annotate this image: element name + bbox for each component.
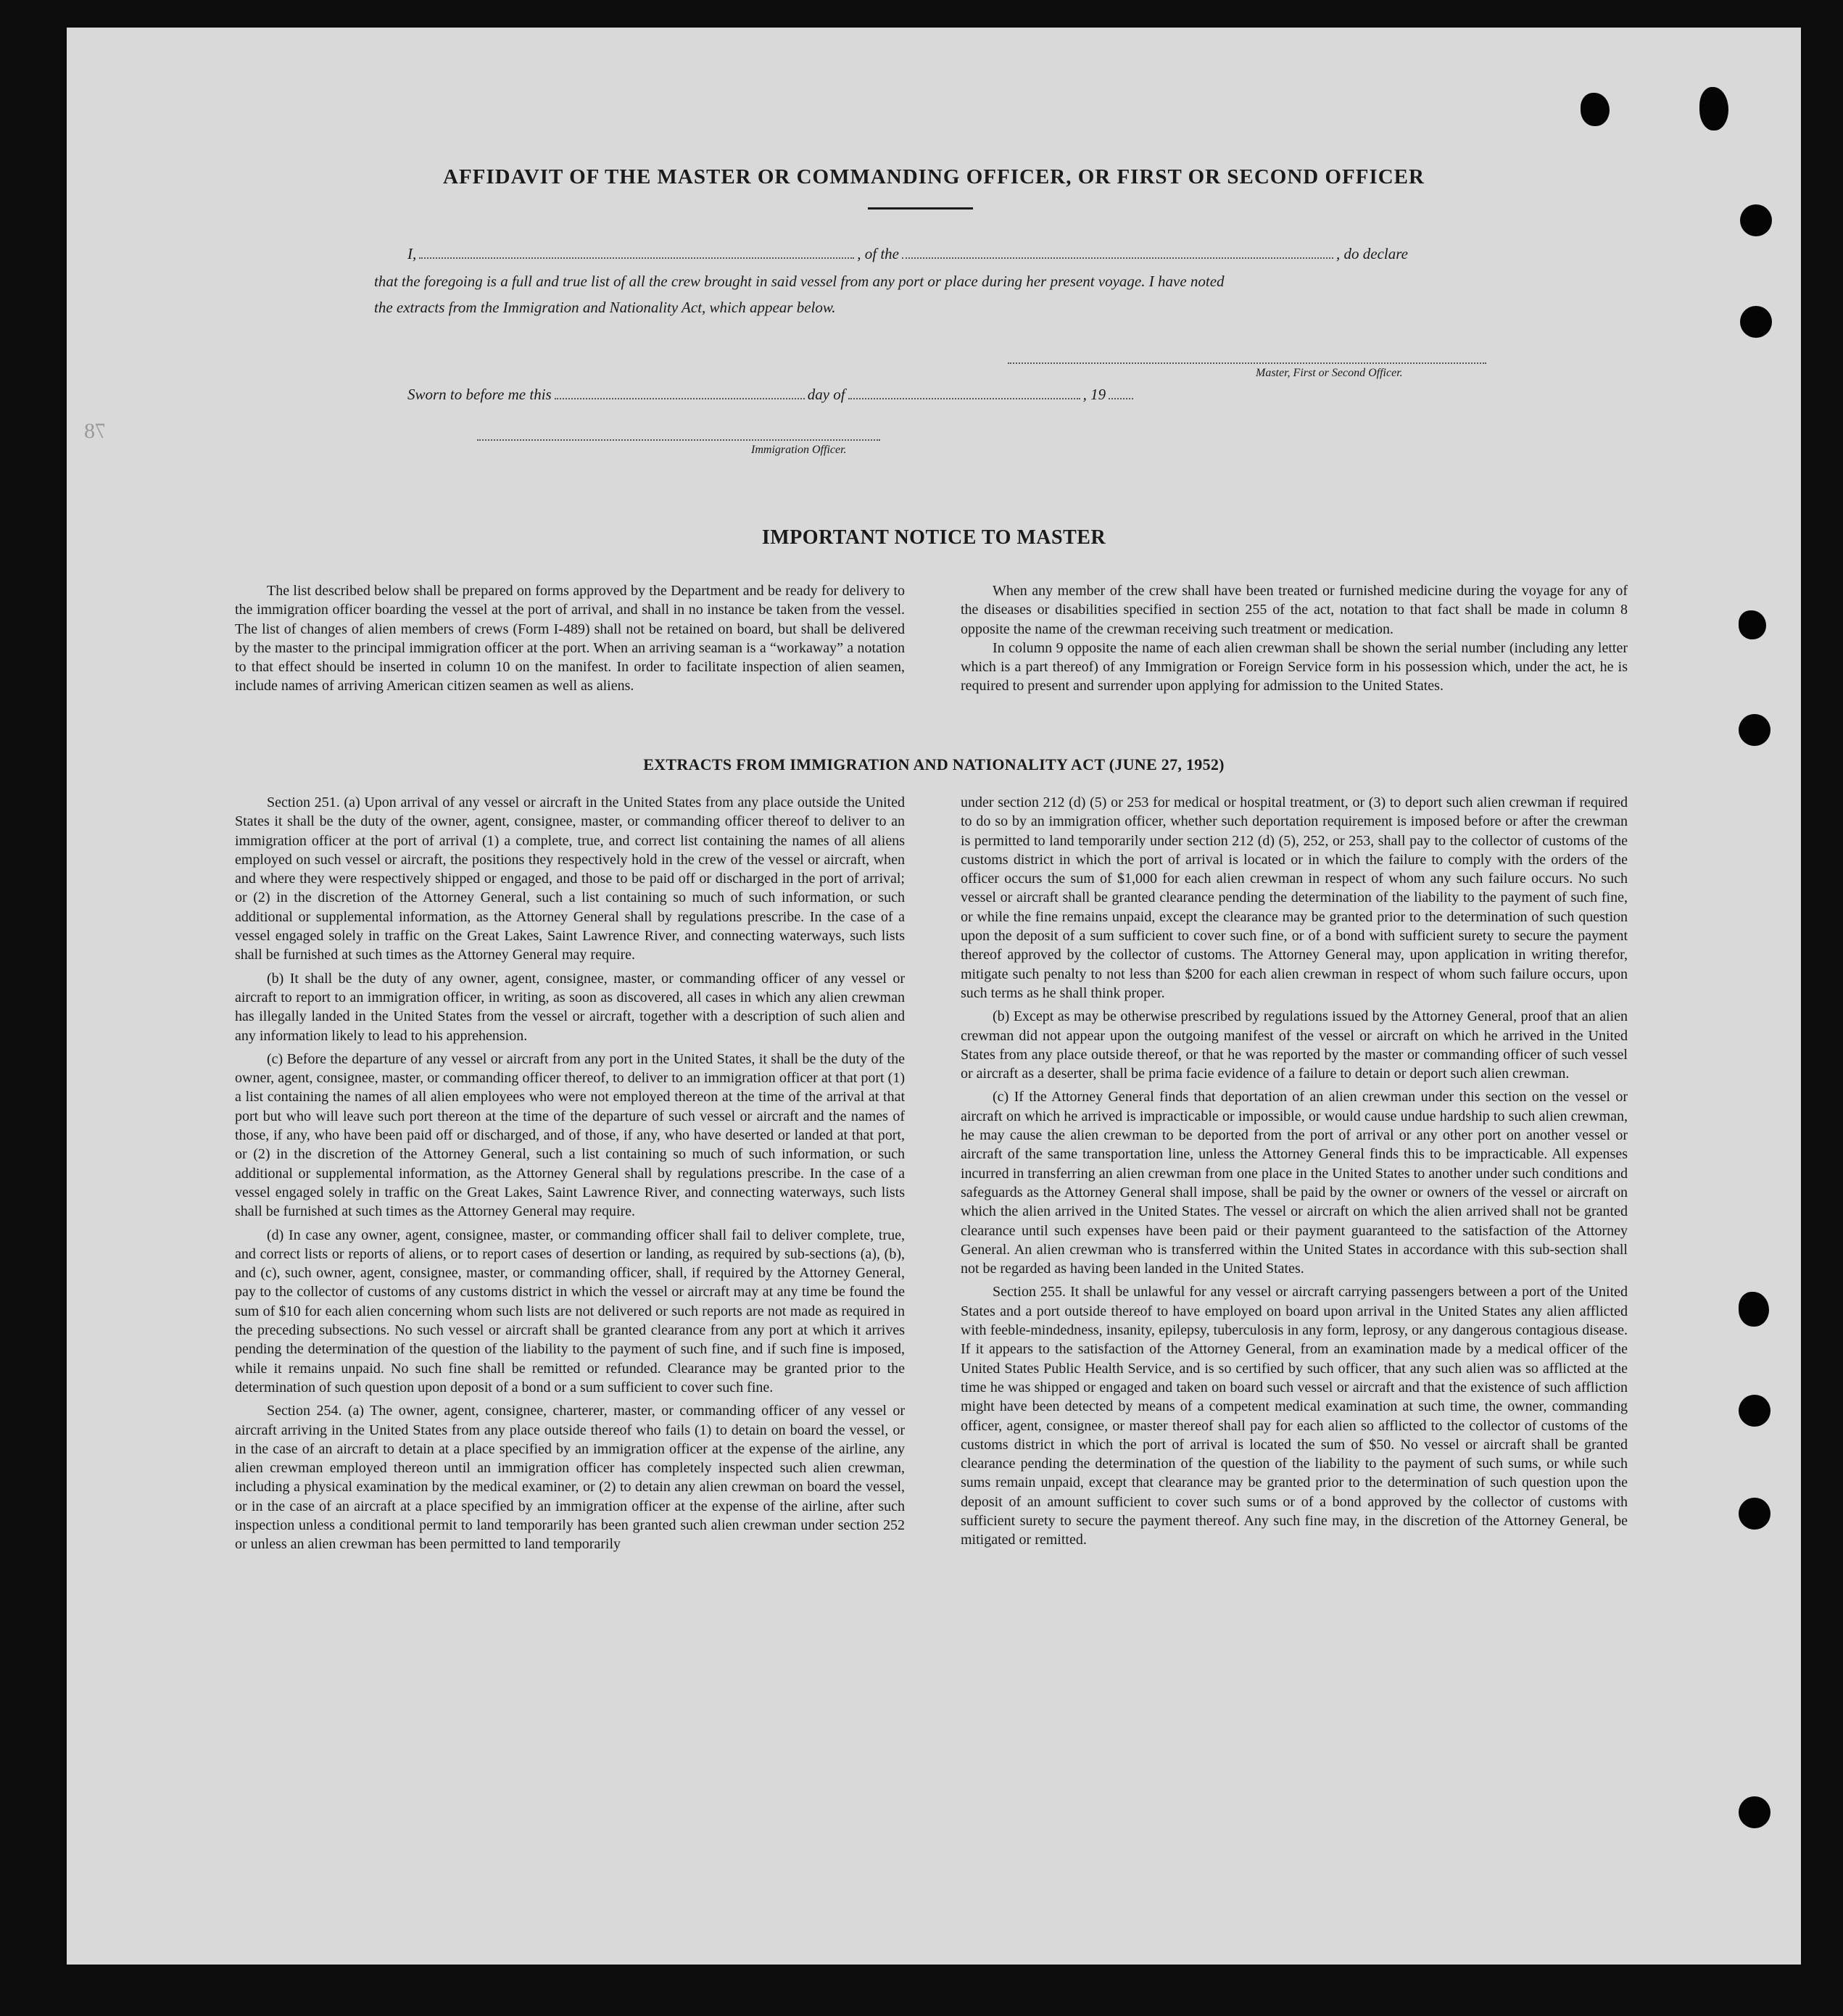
declaration-line-2: that the foregoing is a full and true list of all the crew brought in said vessel from any port or place during her present voyage. I have noted [374, 273, 1225, 290]
punch-hole [1740, 306, 1772, 338]
month-blank[interactable] [848, 397, 1080, 399]
notice-paragraph: When any member of the crew shall have been treated or furnished medicine during the voyage for any of the diseases or disabilities specified in section 255 of the act, notation to that fact shall be made in column 8 opposite the name of the crewman receiving such treatment or medication. [961, 583, 1628, 637]
do-declare-label: , do declare [1336, 245, 1408, 262]
section-paragraph: under section 212 (d) (5) or 253 for medical or hospital treatment, or (3) to deport such alien crewman if required to do so by an immigration officer, whether such deportation requirement is imposed before or after the crewman is permitted to land temporarily under section 212 (d) (5), 252, or 253, shall pay to the collector of customs of the customs district in which the port of arrival is located or in which the failure to comply with the orders of the officer occurs the sum of $1,000 for each alien crewman in respect of whom any such failure occurs. No such vessel or aircraft shall be granted clearance pending the determination of the liability to the payment of such fine, or while the fine remains unpaid, except the clearance may be granted prior to the determination of such question upon the deposit of a sum sufficient to cover such fine, or of a bond with sufficient surety to secure the payment thereof approved by the collector of customs. The Attorney General may, upon application in writing therefor, mitigate such penalty to not less than $200 for each alien crewman in respect of whom such failure occurs, upon such terms as he shall think proper. [961, 795, 1628, 1001]
extracts-title: EXTRACTS FROM IMMIGRATION AND NATIONALITY ACT (JUNE 27, 1952) [643, 755, 1225, 773]
name-blank[interactable] [419, 257, 854, 259]
section-paragraph: (c) Before the departure of any vessel or aircraft from any port in the United States, it shall be the duty of the owner, agent, consignee, master, or commanding officer thereof, to deliver to an immigration officer at that port (1) a list containing the names of all alien employees who were not employed thereon at the time of the arrival at that port but who will leave such port thereon at the time of the departure of such vessel or aircraft and the names of those, if any, who have been paid off or discharged, and of those, if any, who have deserted or landed at that port, or (2) in the discretion of the Attorney General, such a list containing so much of such information, or such additional or supplemental information, as the Attorney General shall by regulations prescribe. In the case of a vessel engaged solely in traffic on the Great Lakes, Saint Lawrence River, and connecting waterways, such lists shall be furnished at such times as the Attorney General may require. [235, 1050, 905, 1220]
margin-mark: 78 [84, 419, 106, 443]
master-caption: Master, First or Second Officer. [1256, 367, 1403, 379]
document-page [67, 28, 1801, 1965]
i-label: I, [407, 245, 417, 262]
notice-right-column [961, 581, 1628, 696]
immigration-officer-line[interactable] [477, 439, 880, 441]
year-label: , 19 [1082, 386, 1106, 403]
section-paragraph: Section 251. (a) Upon arrival of any vessel or aircraft in the United States from any place outside the United States it shall be the duty of the owner, agent, consignee, master, or commanding officer thereof to deliver to an immigration officer at the port of arrival (1) a complete, true, and correct list containing the names of all aliens employed on such vessel or aircraft, the positions they respectively hold in the crew of the vessel or aircraft, when and where they were respectively shipped or engaged, and those to be paid off or discharged in the port of arrival; or (2) in the discretion of the Attorney General, such a list containing so much of such information, or such additional or supplemental information, as the Attorney General shall by regulations prescribe. In the case of a vessel engaged solely in traffic on the Great Lakes, Saint Lawrence River, and connecting waterways, such lists shall be furnished at such times as the Attorney General may require. [235, 795, 905, 963]
section-paragraph: Section 255. It shall be unlawful for any vessel or aircraft carrying passengers between a port of the United States and a port outside thereof to have employed on board upon arrival in the United States any alien afflicted with feeble-mindedness, insanity, epilepsy, tuberculosis in any form, leprosy, or any dangerous contagious disease. If it appears to the satisfaction of the Attorney General, from an examination made by a medical officer of the United States Public Health Service, and is so certified by such officer, that any such alien was so afflicted at the time he was shipped or engaged and taken on board such vessel or aircraft and that the existence of such affliction might have been detected by means of a competent medical examination at such time, the owner, commanding officer, agent, consignee, or master thereof shall pay for each alien so afflicted to the collector of customs of the customs district in which the port of arrival is located the sum of $50. No vessel or aircraft shall be granted clearance pending the determination of the question of the liability to the payment of such sums, or while such sums remain unpaid, except that clearance may be granted prior to the determination of such question upon the deposit of an amount sufficient to cover such sums or of a bond approved by the collector of customs with sufficient surety to secure the payment thereof. Any such fine may, in the discretion of the Attorney General, be mitigated or remitted. [961, 1284, 1628, 1548]
notice-paragraph: The list described below shall be prepared on forms approved by the Department and be ready for delivery to the immigration officer boarding the vessel at the port of arrival, and shall in no instance be taken from the vessel. The list of changes of alien members of crews (Form I-489) shall not be retained on board, but shall be delivered by the master to the principal immigration officer at the port. When an arriving seaman is a “workaway” a notation to that effect should be inserted in column 10 on the manifest. In order to facilitate inspection of alien seamen, include names of arriving American citizen seamen as well as aliens. [235, 583, 905, 694]
notice-title: IMPORTANT NOTICE TO MASTER [761, 526, 1106, 549]
affidavit-title: AFFIDAVIT OF THE MASTER OR COMMANDING OFFICER, OR FIRST OR SECOND OFFICER [443, 165, 1425, 188]
of-the-label: , of the [857, 245, 899, 262]
punch-hole [1739, 1395, 1770, 1427]
section-paragraph: (c) If the Attorney General finds that deportation of an alien crewman under this section on the vessel or aircraft on which he arrived is impracticable or impossible, or would cause undue hardship to such alien crewman, he may cause the alien crewman to be deported from the port of arrival or any other port on another vessel or aircraft of the same transportation line, unless the Attorney General finds this to be impracticable. All expenses incurred in transferring an alien crewman from one place in the United States to another under such conditions and safeguards as the Attorney General shall impose, shall be paid by the owner or owners of the vessel or aircraft on which the alien arrived in the United States. The vessel or aircraft on which the alien arrived shall not be granted clearance until such expenses have been paid or their payment guaranteed to the satisfaction of the Attorney General. An alien crewman who is transferred within the United States in accordance with this sub-section shall not be regarded as having been landed in the United States. [961, 1089, 1628, 1277]
declaration-line-3: the extracts from the Immigration and Nationality Act, which appear below. [374, 299, 836, 316]
section-paragraph: (b) Except as may be otherwise prescribed by regulations issued by the Attorney General, proof that an alien crewman did not appear upon the outgoing manifest of the vessel or aircraft on which he arrived in the United States from any place outside thereof, or that he was reported by the master or commanding officer of such vessel or aircraft as a deserter, shall be prima facie evidence of a failure to detain or deport such alien crewman. [961, 1008, 1628, 1082]
sworn-label: Sworn to before me this [407, 386, 552, 403]
sworn-day-blank[interactable] [555, 397, 805, 399]
punch-hole [1699, 87, 1728, 130]
title-underline [868, 207, 973, 210]
punch-hole [1739, 1292, 1769, 1327]
notice-paragraph: In column 9 opposite the name of each alien crewman shall be shown the serial number (including any letter which is a part thereof) of any Immigration or Foreign Service form in his possession which, under the act, he is required to present and surrender upon applying for admission to the United States. [961, 639, 1628, 694]
extracts-right-column [961, 793, 1628, 1550]
extracts-left-column [235, 793, 905, 1554]
punch-hole [1739, 1498, 1770, 1530]
master-signature-line[interactable] [1008, 362, 1486, 364]
punch-hole [1739, 1796, 1770, 1828]
vessel-blank[interactable] [902, 257, 1333, 259]
section-paragraph: (d) In case any owner, agent, consignee, master, or commanding officer shall fail to deliver complete, true, and correct lists or reports of aliens, or to report cases of desertion or landing, as required by sub-sections (a), (b), and (c), such owner, agent, consignee, master, or commanding officer, shall, if required by the Attorney General, pay to the collector of customs of any customs district in which the vessel or aircraft may at any time be found the sum of $10 for each alien concerning whom such lists are not delivered or such reports are not made as required in the preceding subsections. No such vessel or aircraft shall be granted clearance from any port at which it arrives pending the determination of the question of the liability to the payment of such fine, and if such fine is imposed, while it remains unpaid. No such fine shall be remitted or refunded. Clearance may be granted prior to the determination of such question upon deposit of a bond or a sum sufficient to cover such fine. [235, 1227, 905, 1395]
immigration-officer-caption: Immigration Officer. [751, 444, 847, 456]
notice-left-column [235, 581, 905, 696]
year-blank[interactable] [1109, 397, 1133, 399]
day-of-label: day of [807, 386, 845, 403]
declaration-line-1 [407, 245, 1408, 263]
punch-hole [1739, 714, 1770, 746]
punch-hole [1740, 204, 1772, 236]
punch-hole [1739, 610, 1766, 639]
section-paragraph: Section 254. (a) The owner, agent, consignee, charterer, master, or commanding officer of any vessel or aircraft arriving in the United States from any place outside thereof who fails (1) to detain on board the vessel, or in the case of an aircraft to detain at a place specified by an immigration officer at the expense of the airline, any alien crewman employed thereon until an immigration officer has completely inspected such alien crewman, including a physical examination by the medical examiner, or (2) to detain any alien crewman on board the vessel, or in the case of an aircraft at a place specified by an immigration officer at the expense of the airline, after such inspection unless a conditional permit to land temporarily has been granted such alien crewman under section 252 or unless an alien crewman has been permitted to land temporarily [235, 1403, 905, 1553]
sworn-line [407, 386, 1136, 404]
punch-hole [1581, 93, 1610, 126]
section-paragraph: (b) It shall be the duty of any owner, agent, consignee, master, or commanding officer of any vessel or aircraft to report to an immigration officer, in writing, as soon as discovered, all cases in which any alien crewman has illegally landed in the United States from the vessel or aircraft, together with a description of such alien and any information likely to lead to his apprehension. [235, 970, 905, 1044]
